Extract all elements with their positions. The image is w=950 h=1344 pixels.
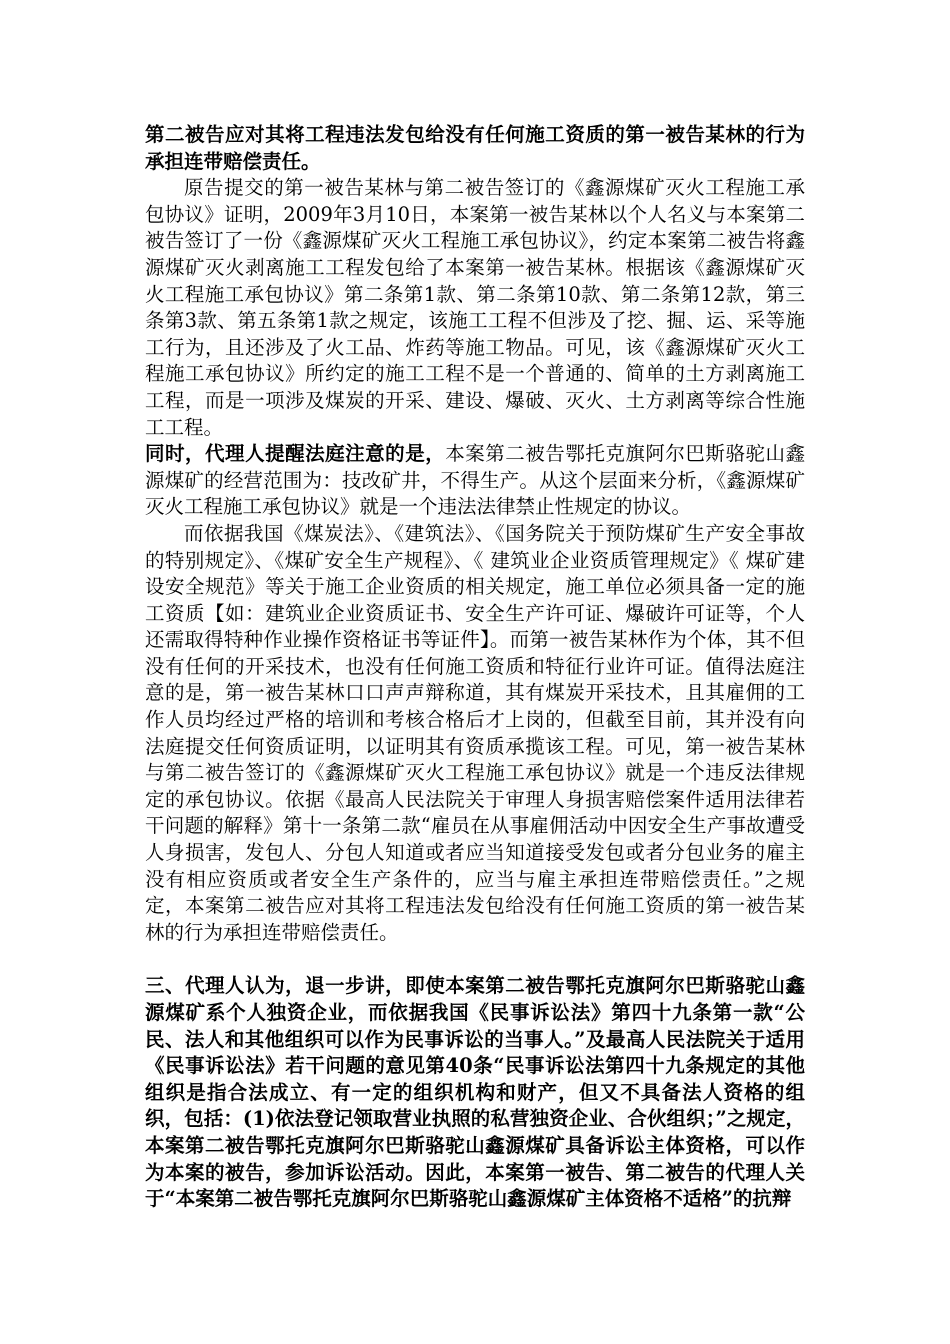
paragraph-body: 本案第二被告鄂托克旗阿尔巴斯骆驼山鑫源煤矿的经营范围为：技改矿井，不得生产。从这个层面来分析，《鑫源煤矿灭火工程施工承包协议》就是一个违法法律禁止性规定的协议。 — [145, 442, 805, 519]
paragraph-lead-bold: 同时，代理人提醒法庭注意的是， — [145, 442, 446, 466]
paragraph-business-scope — [145, 441, 805, 521]
document-page — [145, 122, 805, 1213]
paragraph-contract-evidence: 原告提交的第一被告某林与第二被告签订的《鑫源煤矿灭火工程施工承包协议》证明，2009年3月10日，本案第一被告某林以个人名义与本案第二被告签订了一份《鑫源煤矿灭火工程施工承包协议》，约定本案第二被告将鑫源煤矿灭火剥离施工工程发包给了本案第一被告某林。根据该《鑫源煤矿灭火工程施工承包协议》第二条第1款、第二条第10款、第二条第12款，第三条第3款、第五条第1款之规定，该施工工程不但涉及了挖、掘、运、采等施工行为，且还涉及了火工品、炸药等施工物品。可见，该《鑫源煤矿灭火工程施工承包协议》所约定的施工工程不是一个普通的、简单的土方剥离施工工程，而是一项涉及煤炭的开采、建设、爆破、灭火、土方剥离等综合性施工工程。 — [145, 176, 805, 439]
section-heading: 第二被告应对其将工程违法发包给没有任何施工资质的第一被告某林的行为承担连带赔偿责任。 — [145, 123, 805, 173]
paragraph-qualification-rules: 而依据我国《煤炭法》、《建筑法》、《国务院关于预防煤矿生产安全事故的特别规定》、《煤矿安全生产规程》、《 建筑业企业资质管理规定》《 煤矿建设安全规范》等关于施工企业资质的相关规定，施工单位必须具备一定的施工资质【如：建筑业企业资质证书、安全生产许可证、爆破许可证等，个人还需取得特种作业操作资格证书等证件】。而第一被告某林作为个体，其不但没有任何的开采技术，也没有任何施工资质和特征行业许可证。值得法庭注意的是，第一被告某林口口声声辩称道，其有煤炭开采技术，且其雇佣的工作人员均经过严格的培训和考核合格后才上岗的，但截至目前，其并没有向法庭提交任何资质证明，以证明其有资质承揽该工程。可见，第一被告某林与第二被告签订的《鑫源煤矿灭火工程施工承包协议》就是一个违反法律规定的承包协议。依据《最高人民法院关于审理人身损害赔偿案件适用法律若干问题的解释》第十一条第二款“雇员在从事雇佣活动中因安全生产事故遭受人身损害，发包人、分包人知道或者应当知道接受发包或者分包业务的雇主没有相应资质或者安全生产条件的，应当与雇主承担连带赔偿责任。”之规定，本案第二被告应对其将工程违法发包给没有任何施工资质的第一被告某林的行为承担连带赔偿责任。 — [145, 521, 805, 944]
paragraph-section-three: 三、代理人认为，退一步讲，即使本案第二被告鄂托克旗阿尔巴斯骆驼山鑫源煤矿系个人独资企业，而依据我国《民事诉讼法》第四十九条第一款“公民、法人和其他组织可以作为民事诉讼的当事人。”及最高人民法院关于适用《民事诉讼法》若干问题的意见第40条“民事诉讼法第四十九条规定的其他组织是指合法成立、有一定的组织机构和财产，但又不具备法人资格的组织，包括：(1)依法登记领取营业执照的私营独资企业、合伙组织；”之规定，本案第二被告鄂托克旗阿尔巴斯骆驼山鑫源煤矿具备诉讼主体资格，可以作为本案的被告，参加诉讼活动。因此，本案第一被告、第二被告的代理人关于“本案第二被告鄂托克旗阿尔巴斯骆驼山鑫源煤矿主体资格不适格”的抗辩 — [145, 974, 805, 1211]
paragraph-spacer — [145, 946, 805, 973]
